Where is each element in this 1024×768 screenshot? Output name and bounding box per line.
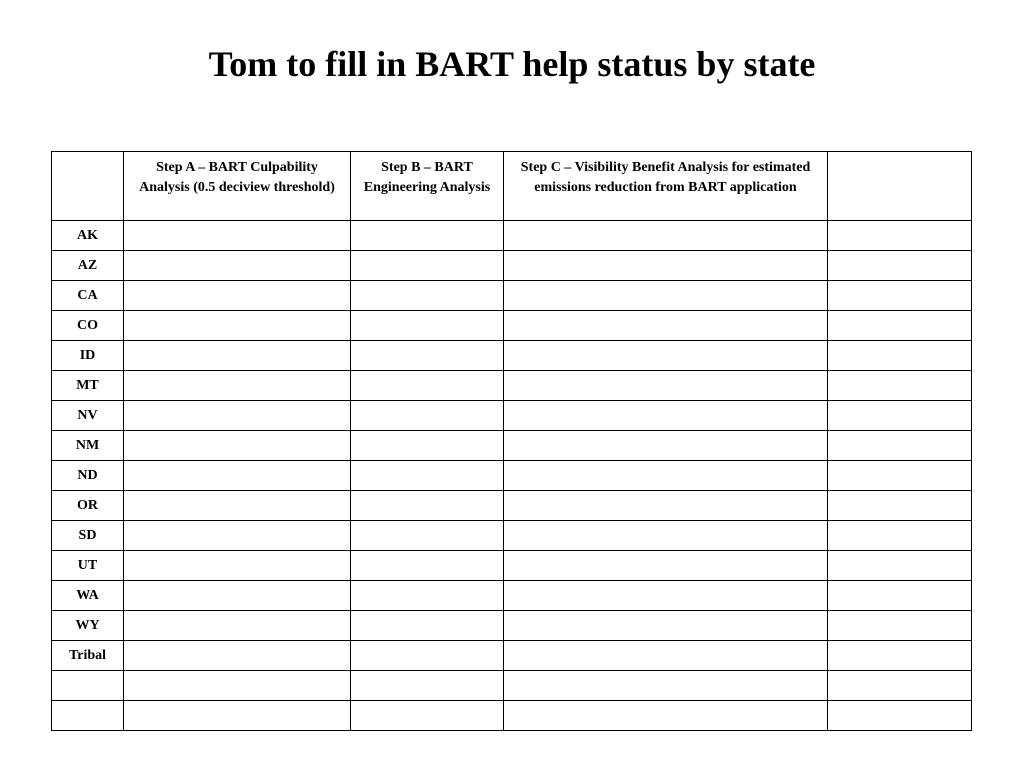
state-cell: WY [52, 611, 124, 641]
step-b-cell[interactable] [351, 221, 504, 251]
table-row [52, 611, 972, 641]
extra-cell[interactable] [828, 281, 972, 311]
table-row [52, 431, 972, 461]
state-cell: SD [52, 521, 124, 551]
table-row [52, 311, 972, 341]
step-b-cell[interactable] [351, 401, 504, 431]
step-a-cell[interactable] [124, 221, 351, 251]
state-cell: WA [52, 581, 124, 611]
extra-cell[interactable] [828, 221, 972, 251]
table-row [52, 551, 972, 581]
header-step-a [124, 152, 351, 221]
step-c-cell[interactable] [504, 641, 828, 671]
state-cell: AK [52, 221, 124, 251]
step-b-cell[interactable] [351, 551, 504, 581]
step-c-cell[interactable] [504, 401, 828, 431]
table-row [52, 581, 972, 611]
step-a-cell[interactable] [124, 641, 351, 671]
step-a-cell[interactable] [124, 431, 351, 461]
table-row [52, 701, 972, 731]
extra-cell[interactable] [828, 551, 972, 581]
step-a-cell[interactable] [124, 491, 351, 521]
step-b-cell[interactable] [351, 611, 504, 641]
step-a-cell[interactable] [124, 581, 351, 611]
step-b-cell[interactable] [351, 371, 504, 401]
table-row [52, 341, 972, 371]
step-b-cell[interactable] [351, 581, 504, 611]
state-cell: NV [52, 401, 124, 431]
header-step-b [351, 152, 504, 221]
step-b-cell[interactable] [351, 461, 504, 491]
header-extra [828, 152, 972, 221]
header-step-b-label: Step B – BART Engineering Analysis [363, 160, 491, 195]
step-a-cell[interactable] [124, 281, 351, 311]
state-cell: ID [52, 341, 124, 371]
step-c-cell[interactable] [504, 461, 828, 491]
table-row [52, 671, 972, 701]
state-cell: CA [52, 281, 124, 311]
step-b-cell[interactable] [351, 281, 504, 311]
state-cell: Tribal [52, 641, 124, 671]
extra-cell[interactable] [828, 431, 972, 461]
step-c-cell[interactable] [504, 221, 828, 251]
extra-cell[interactable] [828, 641, 972, 671]
extra-cell[interactable] [828, 251, 972, 281]
extra-cell[interactable] [828, 521, 972, 551]
state-cell: MT [52, 371, 124, 401]
step-c-cell[interactable] [504, 521, 828, 551]
step-c-cell[interactable] [504, 371, 828, 401]
table-row [52, 281, 972, 311]
state-cell: OR [52, 491, 124, 521]
step-a-cell[interactable] [124, 401, 351, 431]
table-body [52, 221, 972, 731]
table-row [52, 491, 972, 521]
extra-cell[interactable] [828, 401, 972, 431]
step-b-cell[interactable] [351, 641, 504, 671]
step-c-cell[interactable] [504, 251, 828, 281]
step-a-cell[interactable] [124, 461, 351, 491]
extra-cell[interactable] [828, 491, 972, 521]
bart-status-table [51, 151, 972, 731]
extra-cell[interactable] [828, 671, 972, 701]
step-c-cell[interactable] [504, 431, 828, 461]
step-b-cell[interactable] [351, 521, 504, 551]
step-c-cell[interactable] [504, 671, 828, 701]
step-b-cell[interactable] [351, 671, 504, 701]
state-cell: AZ [52, 251, 124, 281]
step-b-cell[interactable] [351, 341, 504, 371]
step-b-cell[interactable] [351, 251, 504, 281]
step-a-cell[interactable] [124, 341, 351, 371]
step-b-cell[interactable] [351, 701, 504, 731]
step-a-cell[interactable] [124, 371, 351, 401]
step-c-cell[interactable] [504, 701, 828, 731]
step-a-cell[interactable] [124, 611, 351, 641]
step-c-cell[interactable] [504, 611, 828, 641]
extra-cell[interactable] [828, 461, 972, 491]
header-step-a-label: Step A – BART Culpability Analysis (0.5 deciview threshold) [139, 160, 335, 195]
table-header-row [52, 152, 972, 221]
step-c-cell[interactable] [504, 581, 828, 611]
extra-cell[interactable] [828, 371, 972, 401]
state-cell: NM [52, 431, 124, 461]
table-row [52, 401, 972, 431]
slide-title: Tom to fill in BART help status by state [208, 44, 816, 84]
extra-cell[interactable] [828, 611, 972, 641]
table-row [52, 641, 972, 671]
step-b-cell[interactable] [351, 491, 504, 521]
table-row [52, 251, 972, 281]
step-a-cell[interactable] [124, 671, 351, 701]
step-a-cell[interactable] [124, 551, 351, 581]
extra-cell[interactable] [828, 311, 972, 341]
extra-cell[interactable] [828, 341, 972, 371]
extra-cell[interactable] [828, 701, 972, 731]
header-state [52, 152, 124, 221]
step-c-cell[interactable] [504, 311, 828, 341]
extra-cell[interactable] [828, 581, 972, 611]
state-cell [52, 671, 124, 701]
table-row [52, 461, 972, 491]
step-c-cell[interactable] [504, 341, 828, 371]
step-a-cell[interactable] [124, 311, 351, 341]
state-cell: CO [52, 311, 124, 341]
state-cell: UT [52, 551, 124, 581]
step-c-cell[interactable] [504, 491, 828, 521]
step-c-cell[interactable] [504, 551, 828, 581]
step-a-cell[interactable] [124, 701, 351, 731]
step-c-cell[interactable] [504, 281, 828, 311]
step-a-cell[interactable] [124, 521, 351, 551]
step-b-cell[interactable] [351, 311, 504, 341]
table-row [52, 521, 972, 551]
step-b-cell[interactable] [351, 431, 504, 461]
table-row [52, 371, 972, 401]
table-row [52, 221, 972, 251]
header-step-c-label: Step C – Visibility Benefit Analysis for estimated emissions reduction from BART application [520, 160, 811, 195]
state-cell [52, 701, 124, 731]
step-a-cell[interactable] [124, 251, 351, 281]
header-step-c [504, 152, 828, 221]
state-cell: ND [52, 461, 124, 491]
